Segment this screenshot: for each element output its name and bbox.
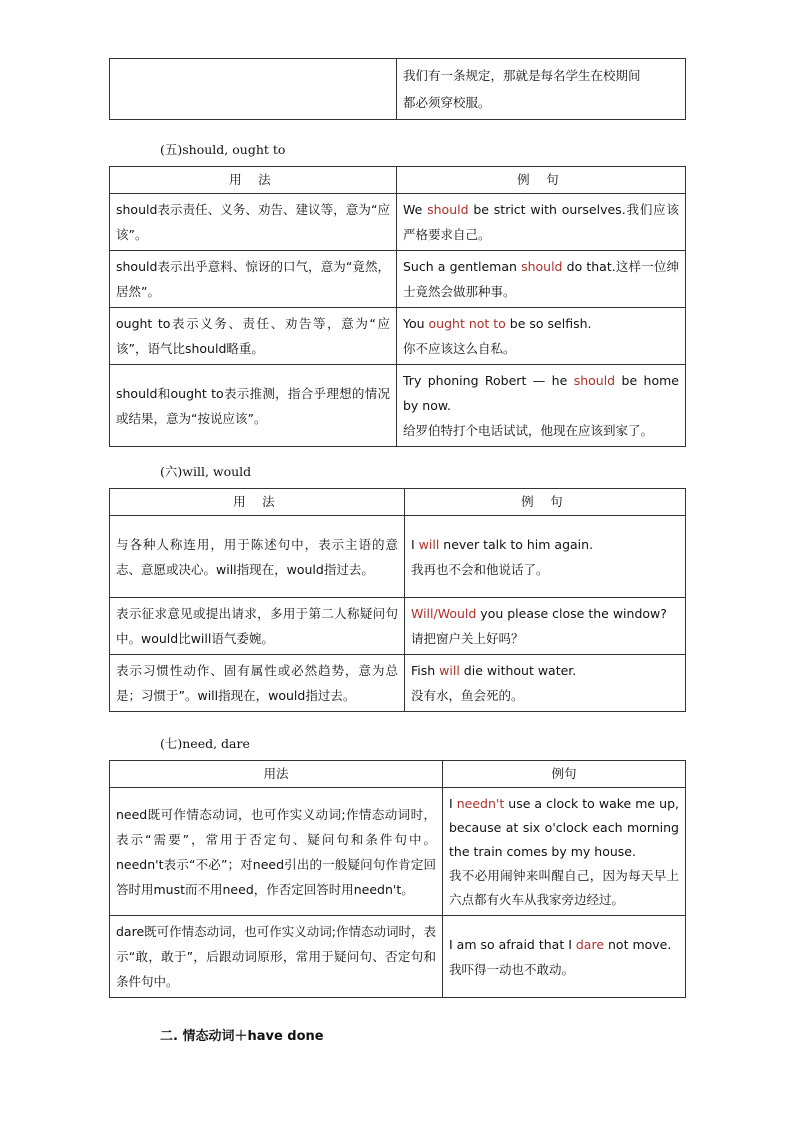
table-will-would — [109, 488, 686, 712]
table-row — [110, 308, 686, 365]
table-header-row — [110, 167, 686, 194]
header-example: 例 句 — [397, 167, 686, 194]
highlight-word: should — [427, 202, 469, 217]
example-cell: I am so afraid that I dare not move. 我吓得一动也不敢动。 — [443, 916, 686, 998]
usage-cell — [110, 59, 397, 120]
usage-cell: 表示习惯性动作、固有属性或必然趋势，意为总是；习惯于”。will指现在，would指过去。 — [110, 655, 405, 712]
usage-cell: should和ought to表示推测，指合乎理想的情况或结果，意为“按说应该”。 — [110, 365, 397, 447]
table-header-row — [110, 761, 686, 788]
example-cell — [397, 59, 686, 120]
example-cell: Will/Would you please close the window? 请把窗户关上好吗？ — [405, 598, 686, 655]
table-need-dare — [109, 760, 686, 998]
header-usage: 用法 — [110, 761, 443, 788]
highlight-word: needn't — [456, 795, 505, 811]
usage-cell: dare既可作情态动词，也可作实义动词;作情态动词时，表示“敢，敢于”，后跟动词原形，常用于疑问句、否定句和条件句中。 — [110, 916, 443, 998]
header-usage: 用 法 — [110, 489, 405, 516]
table-row — [110, 655, 686, 712]
section-heading: 二. 情态动词＋have done — [160, 1029, 324, 1044]
example-cell: I needn't use a clock to wake me up, because at six o'clock each morning the train comes by my house. 我不必用闹钟来叫醒自己，因为每天早上六点都有火车从我家旁边经过。 — [443, 788, 686, 916]
usage-cell: should表示出乎意料、惊讶的口气，意为“竟然，居然”。 — [110, 251, 397, 308]
table-row — [110, 251, 686, 308]
header-example: 例 句 — [405, 489, 686, 516]
example-cell: You ought not to be so selfish. 你不应该这么自私。 — [397, 308, 686, 365]
table-should-ought-to — [109, 166, 686, 447]
table-row — [110, 598, 686, 655]
section-caption: (六)will, would — [160, 464, 252, 479]
highlight-word: will — [439, 663, 460, 678]
example-cell: I will never talk to him again. 我再也不会和他说话了。 — [405, 516, 686, 598]
section-caption: (七)need, dare — [160, 736, 250, 751]
table-row — [110, 194, 686, 251]
table-row — [110, 788, 686, 916]
table-continuation — [109, 58, 686, 120]
highlight-word: dare — [575, 936, 605, 952]
section-caption: (五)should, ought to — [160, 142, 286, 157]
highlight-word: Will/Would — [411, 606, 477, 621]
usage-cell: ought to表示义务、责任、劝告等，意为“应该”，语气比should略重。 — [110, 308, 397, 365]
example-cell: Fish will die without water. 没有水，鱼会死的。 — [405, 655, 686, 712]
table-header-row — [110, 489, 686, 516]
usage-cell: should表示责任、义务、劝告、建议等，意为“应该”。 — [110, 194, 397, 251]
header-example: 例句 — [443, 761, 686, 788]
usage-cell: need既可作情态动词，也可作实义动词;作情态动词时，表示“需要”，常用于否定句、疑问句和条件句中。needn't表示“不必”；对need引出的一般疑问句作肯定回答时用must而不用need，作否定回答时用needn't。 — [110, 788, 443, 916]
example-cell: Such a gentleman should do that.这样一位绅士竟然会做那种事。 — [397, 251, 686, 308]
usage-cell: 表示征求意见或提出请求，多用于第二人称疑问句中。would比will语气委婉。 — [110, 598, 405, 655]
example-line: 我们有一条规定，那就是每名学生在校期间 — [403, 68, 641, 83]
table-row — [110, 916, 686, 998]
table-row — [110, 365, 686, 447]
table-row — [110, 59, 686, 120]
highlight-word: ought not to — [428, 316, 506, 331]
highlight-word: should — [573, 373, 616, 388]
example-line: 都必须穿校服。 — [403, 95, 491, 110]
highlight-word: should — [521, 259, 563, 274]
highlight-word: will — [418, 536, 440, 552]
example-cell: Try phoning Robert — he should be home by now. 给罗伯特打个电话试试，他现在应该到家了。 — [397, 365, 686, 447]
table-row — [110, 516, 686, 598]
example-cell: We should be strict with ourselves.我们应该严格要求自己。 — [397, 194, 686, 251]
header-usage: 用 法 — [110, 167, 397, 194]
usage-cell: 与各种人称连用，用于陈述句中，表示主语的意志、意愿或决心。will指现在，would指过去。 — [110, 516, 405, 598]
